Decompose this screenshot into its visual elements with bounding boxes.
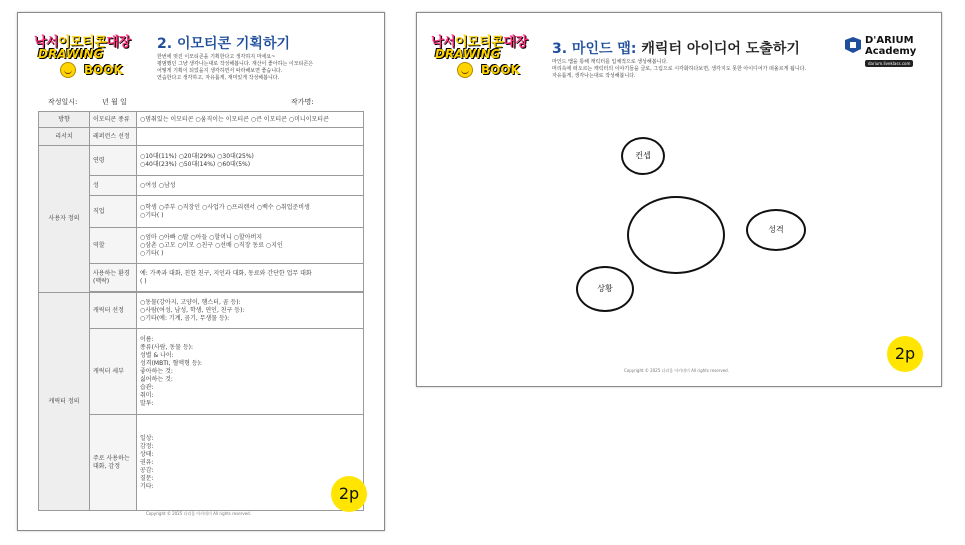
logo-text-2: 이모티콘	[58, 35, 107, 50]
drawing-book-logo	[34, 31, 144, 91]
row-category: 사용자 정의	[39, 146, 90, 293]
copyright-text: Copyright © 2025 다리움 아카데미 All rights reserved.	[146, 511, 251, 516]
row-category: 리서치	[39, 128, 90, 146]
mind-map-node-personality[interactable]: 성격	[746, 209, 806, 251]
drawing-book-logo	[431, 31, 541, 91]
row-label: 이모티콘 종류	[90, 112, 137, 128]
page-count-badge: 2p	[331, 476, 367, 512]
brand-url[interactable]: darium.liveklass.com	[865, 60, 913, 67]
darium-logo-icon	[845, 37, 861, 53]
mind-map-node-situation[interactable]: 상황	[576, 266, 634, 312]
intro-text: 마인드 맵을 통해 캐릭터를 입체적으로 생성해봅니다. 머리속에 떠오르는 캐릭터의 이야기들을 글로, 그림으로 시각화하다보면, 생각지도 못한 아이디어가 떠올르게 됩니다. 자유롭게, 생각나는대로 작성해봅니다.	[552, 59, 807, 79]
logo-text-1: 낙서	[34, 35, 59, 50]
table-row	[39, 112, 364, 128]
logo-text-2: 이모티콘	[455, 35, 504, 50]
row-category: 방향	[39, 112, 90, 128]
date-units: 년 월 일	[102, 98, 127, 106]
smiley-icon	[60, 62, 76, 78]
logo-text-1: 낙서	[431, 35, 456, 50]
planning-worksheet-page	[17, 12, 385, 531]
row-label: 캐릭터 선정	[90, 293, 137, 329]
table-row	[39, 293, 364, 329]
row-value[interactable]: ○동물(강아지, 고양이, 햄스터, 곰 등): ○사람(여성, 남성, 학생, 연인, 친구 등): ○기타(예: 기계, 곰기, 무생물 등):	[137, 293, 364, 329]
logo-book: BOOK	[84, 63, 123, 77]
page-count-badge: 2p	[887, 336, 923, 372]
mind-map-page	[416, 12, 942, 387]
row-value[interactable]: ○10대(11%) ○20대(29%) ○30대(25%) ○40대(23%) ○50대(14%) ○60대(5%)	[137, 146, 364, 176]
logo-drawing: DRAWING	[435, 47, 501, 61]
smiley-icon	[457, 62, 473, 78]
logo-drawing: DRAWING	[38, 47, 104, 61]
row-label: 직업	[90, 196, 137, 228]
date-label: 작성일시:	[48, 98, 78, 106]
logo-book: BOOK	[481, 63, 520, 77]
row-value[interactable]: 일상: 감정: 상태: 권유: 공감: 질문: 기타:	[137, 415, 364, 511]
row-value[interactable]	[137, 128, 364, 146]
row-label: 레퍼런스 선정	[90, 128, 137, 146]
copyright-text: Copyright © 2025 다리움 아카데미 All rights reserved.	[624, 368, 729, 373]
row-label: 성	[90, 176, 137, 196]
row-label: 역할	[90, 228, 137, 264]
row-value[interactable]: ○멈춰있는 이모티콘 ○움직이는 이모티콘 ○큰 이모티콘 ○미니이모티콘	[137, 112, 364, 128]
page-title: 2. 이모티콘 기획하기	[157, 36, 291, 52]
table-row	[39, 128, 364, 146]
row-value[interactable]: 이름: 종류(사람, 동물 등): 성별 & 나이: 성격(MBTI, 혈액형 등): 좋아하는 것: 싫어하는 것: 습관: 취미: 말투:	[137, 329, 364, 415]
row-label: 캐릭터 세부	[90, 329, 137, 415]
row-label: 사용하는 환경 (맥락)	[90, 264, 137, 292]
row-value[interactable]: ○엄마 ○아빠 ○딸 ○아들 ○할머니 ○할아버지 ○삼촌 ○고모 ○이모 ○친구 ○선배 ○직장 동료 ○지인 ○기타( )	[137, 228, 364, 264]
row-category: 캐릭터 정의	[39, 293, 90, 511]
row-value[interactable]: ○학생 ○주부 ○직장인 ○사업가 ○프리랜서 ○백수 ○취업준비생 ○기타( )	[137, 196, 364, 228]
mind-map-node-concept[interactable]: 컨셉	[621, 137, 665, 175]
row-value[interactable]: 예: 가족과 대화, 친한 친구, 지인과 대화, 동료와 간단한 업무 대화 ( )	[137, 264, 364, 292]
row-value[interactable]: ○여성 ○남성	[137, 176, 364, 196]
row-label: 주로 사용하는 대화, 감정	[90, 415, 137, 511]
brand-name: D'ARIUM Academy	[865, 35, 917, 57]
mind-map-center-node[interactable]	[627, 196, 725, 274]
table-row	[39, 146, 364, 176]
planning-table	[38, 111, 364, 511]
page-title: 3. 마인드 맵: 캐릭터 아이디어 도출하기	[552, 41, 800, 57]
logo-text-3: 대장	[106, 35, 131, 50]
intro-text: 한번에 멋진 이모티콘을 기획한다고 생각하지 마세요~ 평범했던 그냥 생각나는대로 작성해봅니다. 재산이 좋아하는 이모티콘은 어떻게 기획이 되었을지 생각하면서 따라해보면 좋습니다. 연습한다고 생각하고, 자유롭게, 재미있게 작성해봅니다.	[157, 54, 314, 81]
logo-text-3: 대장	[503, 35, 528, 50]
row-label: 연령	[90, 146, 137, 176]
author-label: 작가명:	[291, 98, 314, 106]
